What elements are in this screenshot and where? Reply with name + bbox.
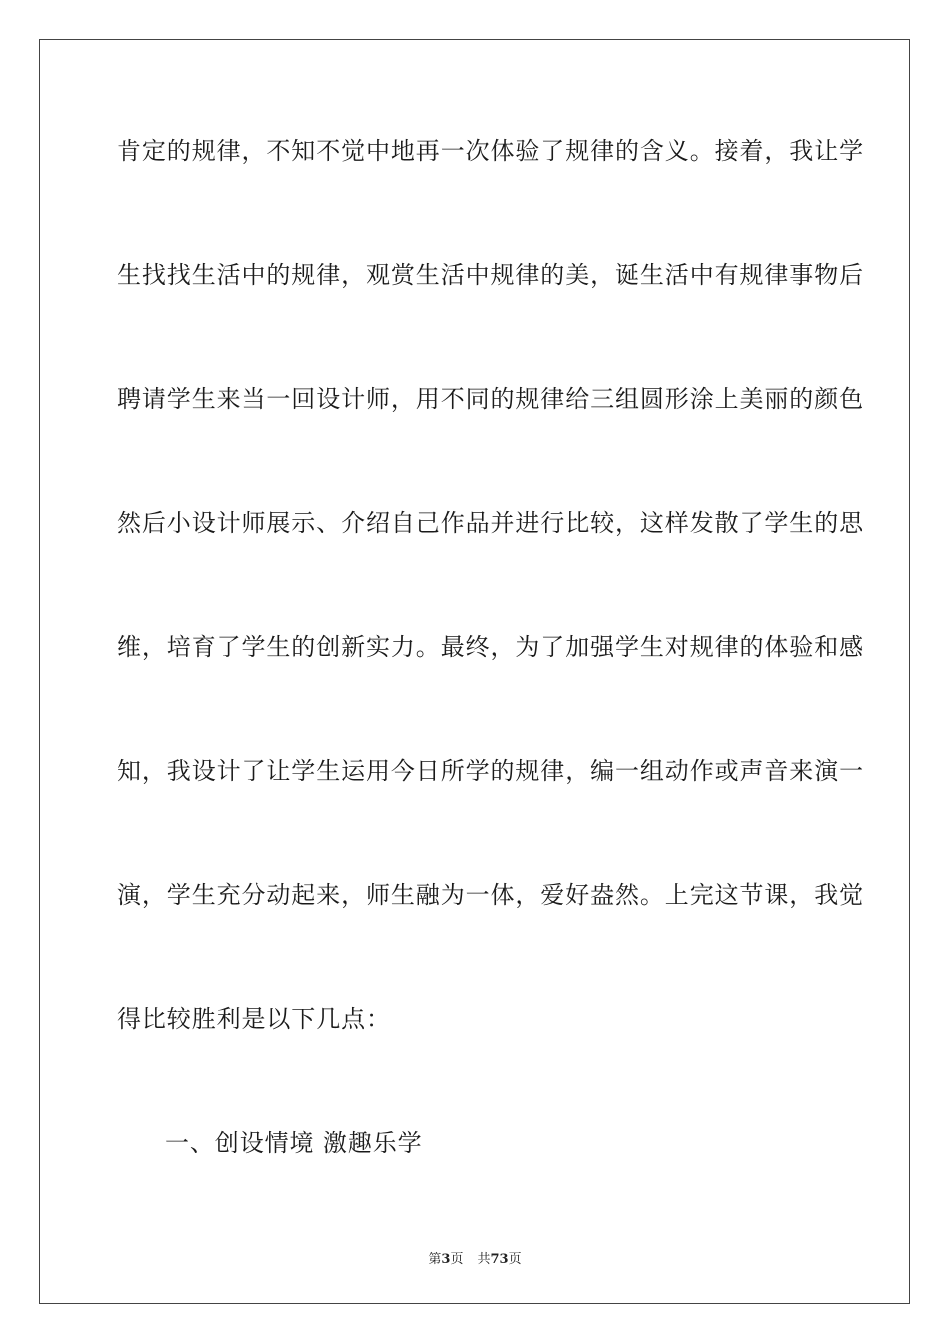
total-pages: 73 <box>490 1252 509 1267</box>
paragraph-line-8: 得比较胜利是以下几点： <box>117 1005 391 1033</box>
paragraph-line-2: 生找找生活中的规律，观赏生活中规律的美，诞生活中有规律事物后 <box>117 261 864 289</box>
paragraph-line-1: 肯定的规律，不知不觉中地再一次体验了规律的含义。接着，我让学 <box>117 137 864 165</box>
total-suffix: 页 <box>508 1252 522 1267</box>
page-prefix: 第 <box>428 1252 442 1267</box>
paragraph-line-4: 然后小设计师展示、介绍自己作品并进行比较，这样发散了学生的思 <box>117 509 864 537</box>
paragraph-line-7: 演，学生充分动起来，师生融为一体，爱好盎然。上完这节课，我觉 <box>117 881 864 909</box>
section-heading: 一、创设情境 激趣乐学 <box>165 1129 423 1157</box>
paragraph-line-6: 知，我设计了让学生运用今日所学的规律，编一组动作或声音来演一 <box>117 757 864 785</box>
paragraph-line-3: 聘请学生来当一回设计师，用不同的规律给三组圆形涂上美丽的颜色 <box>117 385 864 413</box>
paragraph-line-5: 维，培育了学生的创新实力。最终，为了加强学生对规律的体验和感 <box>117 633 864 661</box>
page-footer <box>0 1248 950 1267</box>
page-suffix: 页 <box>450 1252 464 1267</box>
page-number: 3 <box>441 1252 451 1267</box>
total-prefix: 共 <box>477 1252 491 1267</box>
page-border <box>39 39 910 1304</box>
